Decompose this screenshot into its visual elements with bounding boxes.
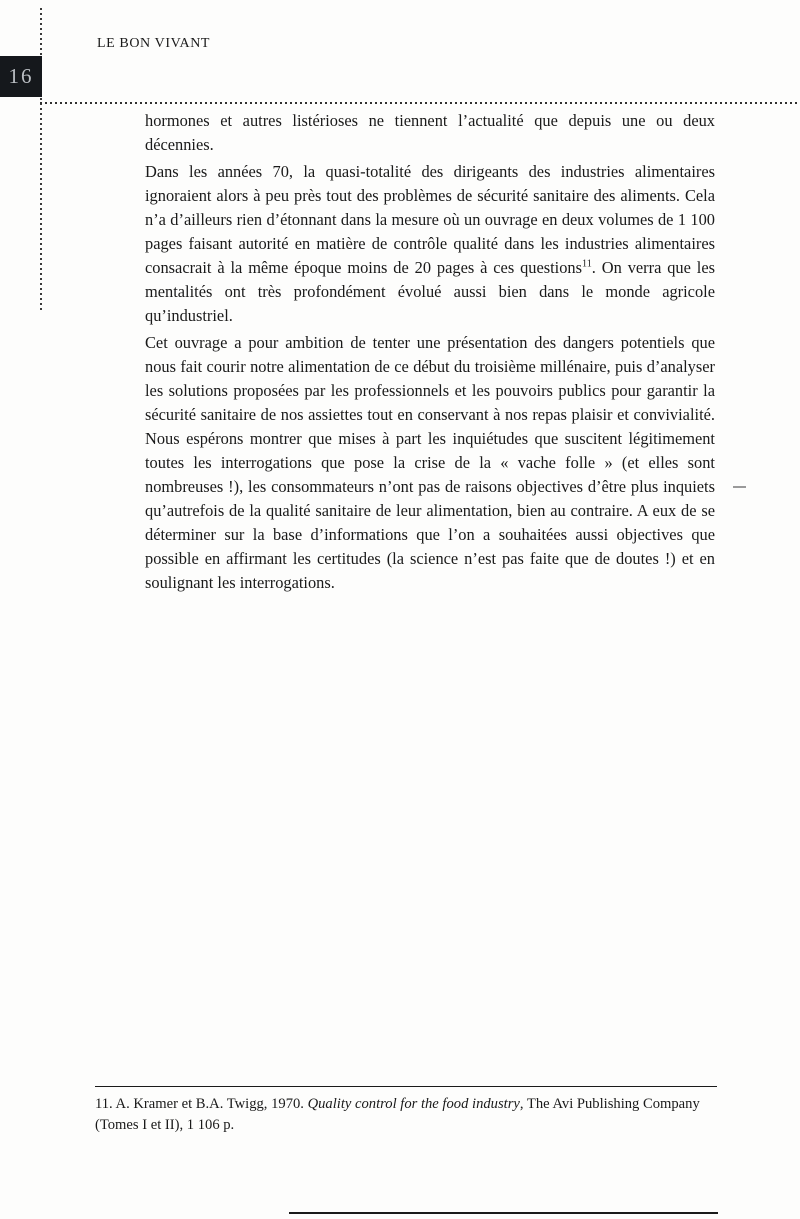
footnote-publisher: , The Avi Publishing Company (Tomes I et II), 1 106 p. [95, 1096, 700, 1133]
body-text [145, 109, 715, 598]
running-header: LE BON VIVANT [97, 36, 211, 51]
paragraph-2-text-continued: . On verra que les mentalités ont très profondément évolué aussi bien dans le monde agricole qu’industriel. [145, 258, 715, 325]
paragraph-1: hormones et autres listérioses ne tiennent l’actualité que depuis une ou deux décennies. [145, 111, 715, 154]
margin-artifact-dash [733, 486, 746, 488]
header-dotted-rule [40, 102, 797, 104]
page-number: 16 [8, 64, 34, 88]
footnote [95, 1094, 719, 1136]
footnote-reference-mark: 11 [582, 258, 592, 270]
page-number-box [0, 56, 42, 97]
page-bottom-edge-line [289, 1212, 718, 1214]
footnote-separator-rule [95, 1086, 717, 1087]
footnote-authors: 11. A. Kramer et B.A. Twigg, 1970. [95, 1096, 308, 1112]
paragraph-3: Cet ouvrage a pour ambition de tenter une présentation des dangers potentiels que nous fait courir notre alimentation de ce début du troisième millénaire, puis d’analyser les solutions proposées par les professionnels et les pouvoirs publics pour garantir la sécurité sanitaire de nos assiettes tout en conservant à nos repas plaisir et convivialité. Nous espérons montrer que mises à part les inquiétudes que suscitent légitimement toutes les interrogations que pose la crise de la « vache folle » (et elles sont nombreuses !), les consommateurs n’ont pas de raisons objectives d’être plus inquiets qu’autrefois de la qualité sanitaire de leur alimentation, bien au contraire. A eux de se déterminer sur la base d’informations que l’on a souhaitées aussi objectives que possible en affirmant les certitudes (la science n’est pas faite que de doutes !) et en soulignant les interrogations. [145, 333, 715, 592]
paragraph-2-text: Dans les années 70, la quasi-totalité des dirigeants des industries alimentaires ignoraient alors à peu près tout des problèmes de sécurité sanitaire des aliments. Cela n’a d’ailleurs rien d’étonnant dans la mesure où un ouvrage en deux volumes de 1 100 pages faisant autorité en matière de contrôle qualité dans les industries alimentaires consacrait à la même époque moins de 20 pages à ces questions [145, 162, 715, 277]
paragraph-2 [145, 160, 715, 328]
footnote-book-title: Quality control for the food industry [307, 1096, 520, 1112]
binding-dotted-line [40, 8, 42, 310]
